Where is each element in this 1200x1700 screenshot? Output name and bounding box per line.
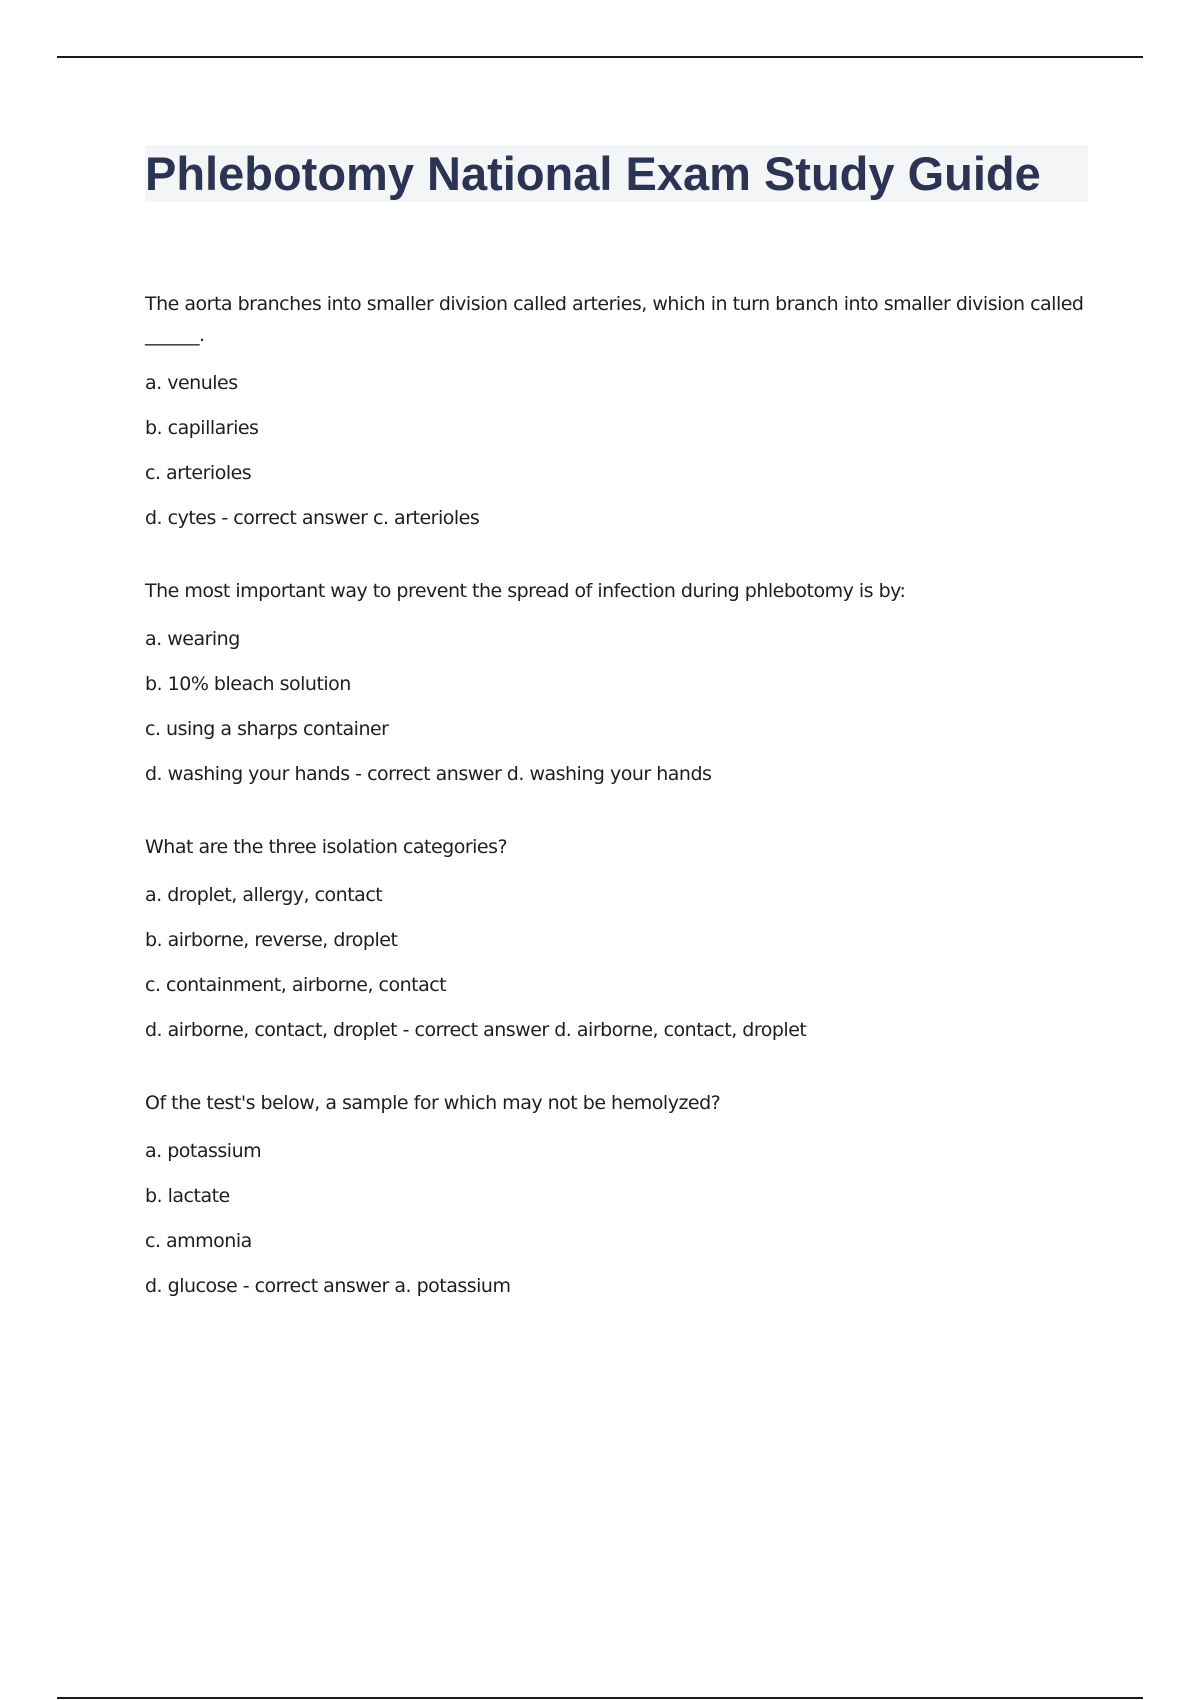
question-text: What are the three isolation categories?	[145, 836, 508, 858]
answer-option: b. airborne, reverse, droplet	[145, 929, 398, 951]
answer-option: a. potassium	[145, 1140, 262, 1162]
answer-option-with-correct-answer: d. airborne, contact, droplet - correct answer d. airborne, contact, droplet	[145, 1019, 807, 1041]
question-block	[145, 832, 1085, 1046]
page-title: Phlebotomy National Exam Study Guide	[145, 147, 1041, 200]
question-text: Of the test's below, a sample for which may not be hemolyzed?	[145, 1092, 721, 1114]
answer-option: c. using a sharps container	[145, 718, 389, 740]
answer-option: a. droplet, allergy, contact	[145, 884, 383, 906]
answer-option: a. venules	[145, 372, 238, 394]
question-text: The aorta branches into smaller division called arteries, which in turn branch into smaller division called ______.	[145, 293, 1084, 346]
answer-option-with-correct-answer: d. washing your hands - correct answer d. washing your hands	[145, 763, 712, 785]
answer-option: c. containment, airborne, contact	[145, 974, 447, 996]
answer-option-with-correct-answer: d. glucose - correct answer a. potassium	[145, 1275, 511, 1297]
answer-option: b. 10% bleach solution	[145, 673, 351, 695]
question-list	[145, 289, 1085, 1344]
answer-option-with-correct-answer: d. cytes - correct answer c. arterioles	[145, 507, 480, 529]
bottom-divider	[57, 1697, 1143, 1699]
question-block	[145, 576, 1085, 790]
question-block	[145, 1088, 1085, 1302]
question-block	[145, 289, 1085, 534]
answer-option: b. lactate	[145, 1185, 230, 1207]
title-highlight	[145, 145, 1088, 202]
question-text: The most important way to prevent the spread of infection during phlebotomy is by:	[145, 580, 906, 602]
answer-option: c. arterioles	[145, 462, 252, 484]
answer-option: c. ammonia	[145, 1230, 252, 1252]
answer-option: b. capillaries	[145, 417, 259, 439]
top-divider	[57, 56, 1143, 58]
answer-option: a. wearing	[145, 628, 240, 650]
